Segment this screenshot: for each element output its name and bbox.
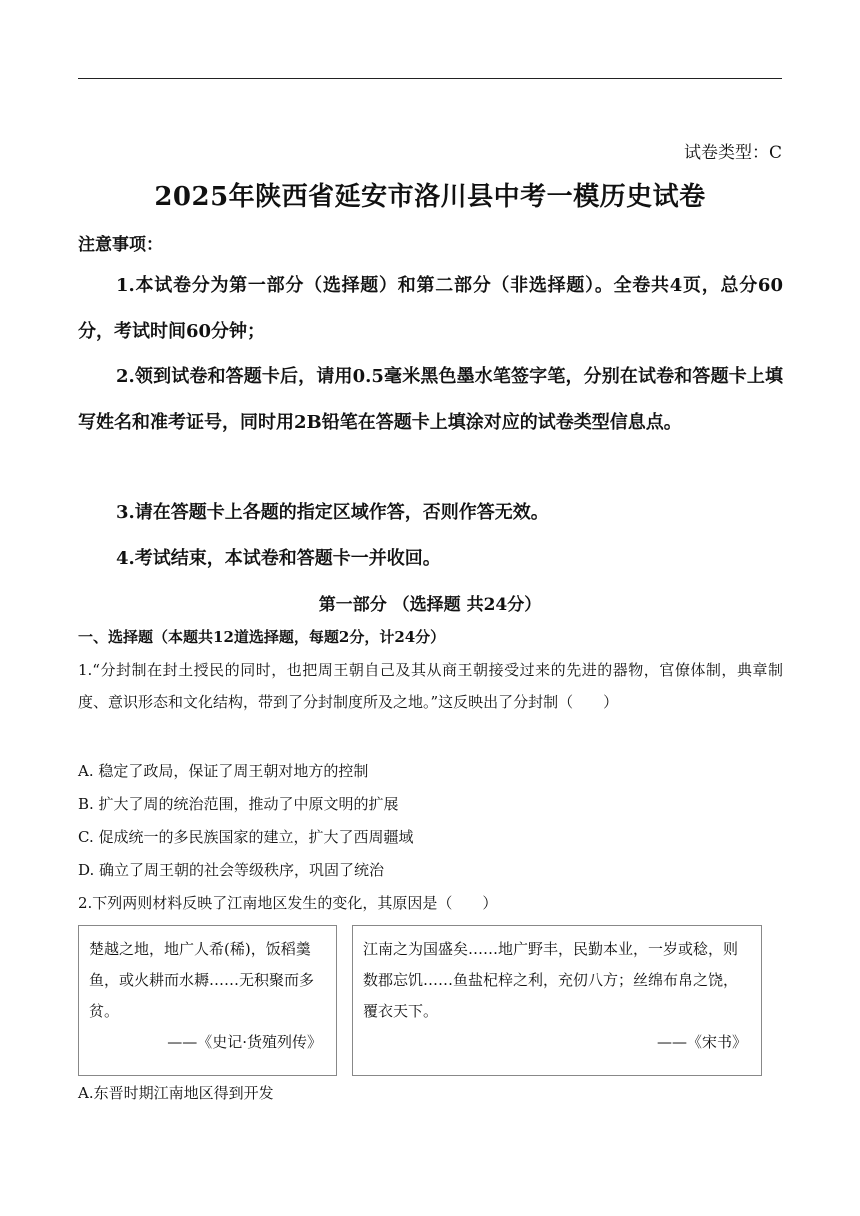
note-item-4: 4.考试结束，本试卷和答题卡一并收回。 <box>116 548 441 569</box>
material-1-source: ——《史记·货殖列传》 <box>167 1033 322 1051</box>
note-item-1: 1.本试卷分为第一部分（选择题）和第二部分（非选择题）。全卷共4页，总分60分，考试时间60分钟； <box>78 275 783 342</box>
material-1-text: 楚越之地，地广人希(稀)，饭稻羹鱼，或火耕而水耨……无积聚而多贫。 <box>89 940 315 1020</box>
note-item-2: 2.领到试卷和答题卡后，请用0.5毫米黑色墨水笔签字笔，分别在试卷和答题卡上填写姓名和准考证号，同时用2B铅笔在答题卡上填涂对应的试卷类型信息点。 <box>78 366 783 433</box>
material-2-source: ——《宋书》 <box>656 1033 747 1051</box>
exam-title: 2025年陕西省延安市洛川县中考一模历史试卷 <box>154 182 706 212</box>
question-1-option-d: D. 确立了周王朝的社会等级秩序，巩固了统治 <box>78 861 385 879</box>
material-2-text: 江南之为国盛矣……地广野丰，民勤本业，一岁或稔，则数郡忘饥……鱼盐杞梓之利，充仞八方；丝绵布帛之饶，覆衣天下。 <box>363 940 739 1020</box>
question-2-stem: 2.下列两则材料反映了江南地区发生的变化，其原因是（ ） <box>78 894 498 912</box>
section-heading: 一、选择题（本题共12道选择题，每题2分，计24分） <box>78 628 446 646</box>
question-1-stem: 1.“分封制在封土授民的同时，也把周王朝自己及其从商王朝接受过来的先进的器物，官僚体制，典章制度、意识形态和文化结构，带到了分封制度所及之地。”这反映出了分封制（ ） <box>78 661 783 711</box>
material-box-2 <box>352 925 762 1076</box>
question-1-option-b: B. 扩大了周的统治范围，推动了中原文明的扩展 <box>78 795 399 813</box>
header-rule <box>78 78 782 79</box>
note-item-3: 3.请在答题卡上各题的指定区域作答，否则作答无效。 <box>116 502 549 523</box>
question-2-option-a: A.东晋时期江南地区得到开发 <box>78 1084 274 1102</box>
exam-type-label: 试卷类型：C <box>683 143 782 163</box>
material-box-1 <box>78 925 337 1076</box>
question-1-option-a: A. 稳定了政局，保证了周王朝对地方的控制 <box>78 762 369 780</box>
part1-heading: 第一部分 （选择题 共24分） <box>318 595 542 615</box>
question-1-option-c: C. 促成统一的多民族国家的建立，扩大了西周疆域 <box>78 828 414 846</box>
notes-heading: 注意事项： <box>78 235 163 255</box>
